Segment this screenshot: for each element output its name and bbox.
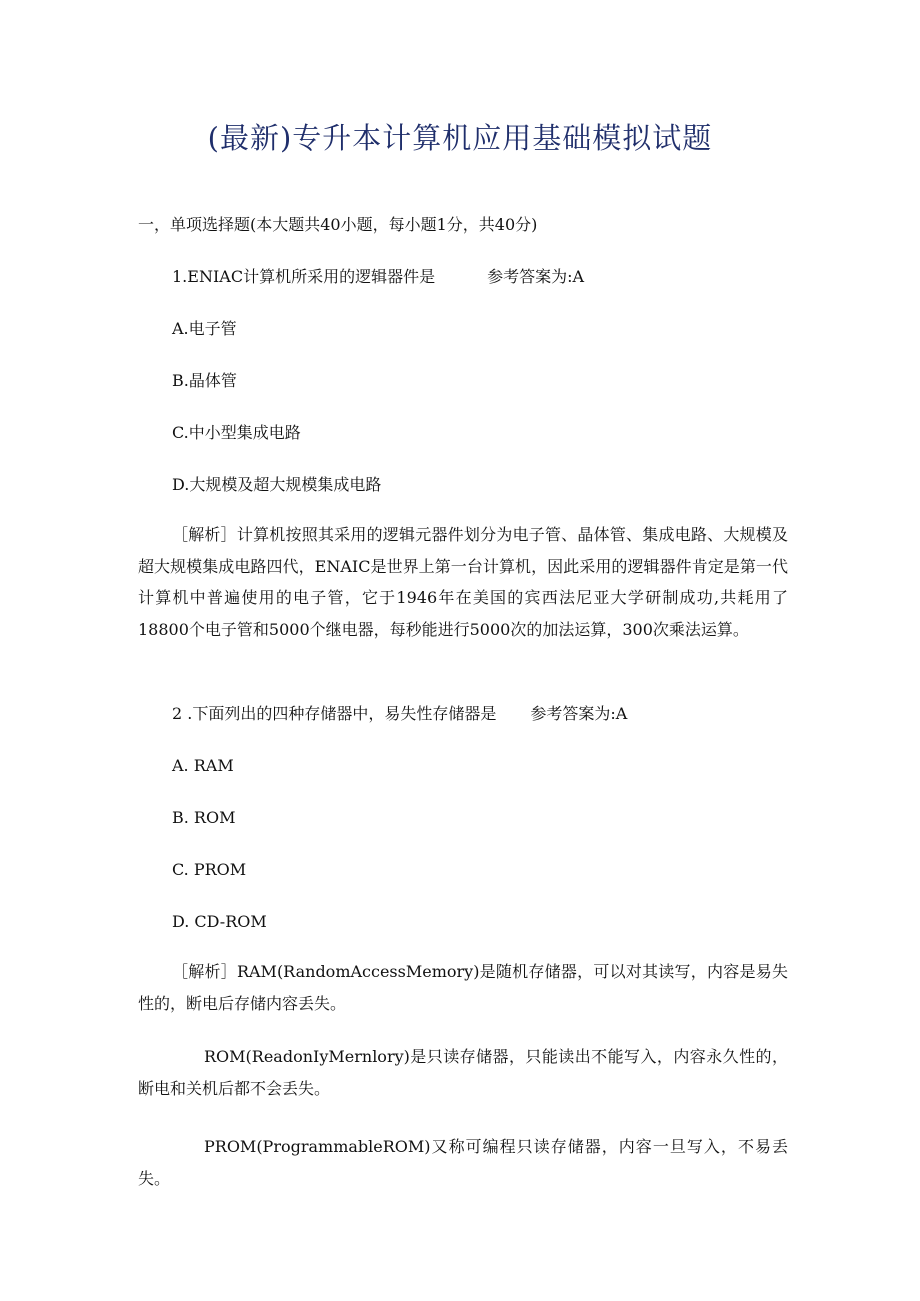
document-title: (最新)专升本计算机应用基础模拟试题 — [207, 121, 713, 155]
section-heading: 一，单项选择题(本大题共40小题，每小题1分，共40分) — [138, 215, 538, 234]
question-1-row — [172, 266, 584, 288]
question-2-answer: 参考答案为:A — [530, 704, 628, 723]
question-1-option-c: C.中小型集成电路 — [172, 423, 301, 442]
question-1-option-d: D.大规模及超大规模集成电路 — [172, 475, 382, 494]
question-1-analysis: ［解析］计算机按照其采用的逻辑元器件划分为电子管、晶体管、集成电路、大规模及超大规模集成电路四代，ENAIC是世界上第一台计算机，因此采用的逻辑器件肯定是第一代计算机中普遍使用的电子管，它于1946年在美国的宾西法尼亚大学研制成功,共耗用了18800个电子管和5000个继电器，每秒能进行5000次的加法运算，300次乘法运算。 — [138, 525, 788, 639]
question-1-option-a: A.电子管 — [172, 319, 237, 338]
question-2-option-a: A. RAM — [172, 756, 234, 775]
question-2-stem: 2 .下面列出的四种存储器中，易失性存储器是 — [172, 704, 497, 723]
question-2-option-d: D. CD-ROM — [172, 912, 267, 931]
question-2-analysis-prom: PROM(ProgrammableROM)又称可编程只读存储器，内容一旦写入，不易丢失。 — [138, 1137, 788, 1188]
question-1-stem: 1.ENIAC计算机所采用的逻辑器件是 — [172, 267, 436, 286]
question-2-option-b: B. ROM — [172, 808, 236, 827]
question-2-analysis-ram: ［解析］RAM(RandomAccessMemory)是随机存储器，可以对其读写，内容是易失性的，断电后存储内容丢失。 — [138, 962, 788, 1013]
question-2-row — [172, 703, 627, 725]
question-2-analysis-rom: ROM(ReadonIyMernlory)是只读存储器，只能读出不能写入，内容永久性的，断电和关机后都不会丢失。 — [138, 1047, 788, 1098]
question-1-option-b: B.晶体管 — [172, 371, 237, 390]
question-2-option-c: C. PROM — [172, 860, 247, 879]
question-1-answer: 参考答案为:A — [487, 267, 585, 286]
